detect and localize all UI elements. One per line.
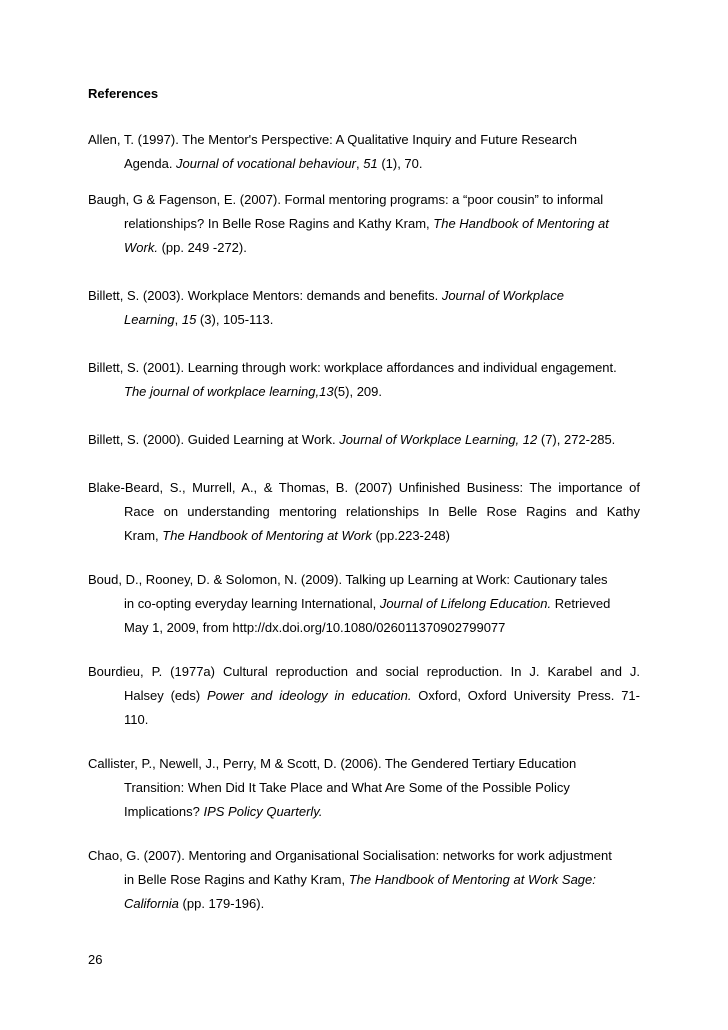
reference-line: [88, 308, 640, 332]
reference-text: ,: [356, 156, 364, 171]
reference-text: Boud, D., Rooney, D. & Solomon, N. (2009). Talking up Learning at Work: Cautionary tales: [88, 572, 608, 587]
reference-text: Agenda.: [124, 156, 177, 171]
reference-line: [88, 428, 640, 452]
reference-italic-text: The Handbook of Mentoring at Work Sage:: [348, 872, 596, 887]
reference-line: [88, 800, 640, 824]
reference-text: Implications?: [124, 804, 204, 819]
reference-italic-text: The journal of workplace learning,13: [124, 384, 334, 399]
reference-text: ,: [174, 312, 182, 327]
reference-line: [88, 752, 640, 776]
reference-italic-text: IPS Policy Quarterly.: [203, 804, 323, 819]
reference-text: (1), 70.: [377, 156, 423, 171]
reference-text: relationships? In Belle Rose Ragins and Kathy Kram,: [124, 216, 434, 231]
reference-italic-text: 15: [181, 312, 197, 327]
reference-text: Billett, S. (2003). Workplace Mentors: demands and benefits.: [88, 288, 442, 303]
reference-italic-text: Work.: [124, 240, 158, 255]
reference-line: [88, 868, 640, 892]
reference-entry: [88, 356, 640, 404]
reference-text: Baugh, G & Fagenson, E. (2007). Formal mentoring programs: a “poor cousin” to informal: [88, 192, 604, 207]
reference-line: [88, 500, 640, 524]
reference-italic-text: The Handbook of Mentoring at: [433, 216, 609, 231]
reference-text: in co-opting everyday learning International,: [124, 596, 380, 611]
reference-line: [88, 684, 640, 708]
reference-italic-text: Learning: [124, 312, 175, 327]
reference-line: [88, 236, 640, 260]
reference-line: [88, 776, 640, 800]
page-heading: References: [88, 86, 159, 101]
reference-italic-text: The Handbook of Mentoring at Work: [162, 528, 372, 543]
reference-italic-text: Power and ideology in education.: [207, 688, 412, 703]
reference-entry: [88, 188, 640, 260]
reference-entry: [88, 476, 640, 548]
reference-text: May 1, 2009, from http://dx.doi.org/10.1080/026011370902799077: [124, 620, 506, 635]
reference-text: Transition: When Did It Take Place and What Are Some of the Possible Policy: [124, 780, 570, 795]
reference-text: (3), 105-113.: [196, 312, 274, 327]
reference-text: Chao, G. (2007). Mentoring and Organisational Socialisation: networks for work adjustment: [88, 848, 612, 863]
reference-line: [88, 356, 640, 380]
reference-text: Blake-Beard, S., Murrell, A., & Thomas, B. (2007) Unfinished Business: The importance of: [88, 480, 640, 495]
reference-line: [88, 568, 640, 592]
reference-entry: [88, 568, 640, 640]
reference-text: (pp. 249 -272).: [157, 240, 247, 255]
reference-text: (7), 272-285.: [537, 432, 616, 447]
reference-text: Kram,: [124, 528, 163, 543]
reference-entry: [88, 428, 640, 452]
reference-text: Billett, S. (2000). Guided Learning at Work.: [88, 432, 340, 447]
reference-text: 110.: [124, 712, 149, 727]
reference-italic-text: California: [124, 896, 179, 911]
reference-italic-text: Journal of Workplace: [441, 288, 564, 303]
reference-line: [88, 844, 640, 868]
reference-line: [88, 380, 640, 404]
reference-text: Race on understanding mentoring relationships In Belle Rose Ragins and Kathy: [124, 504, 640, 519]
reference-line: [88, 212, 640, 236]
reference-italic-text: Journal of vocational behaviour: [176, 156, 356, 171]
reference-italic-text: Journal of Lifelong Education.: [379, 596, 552, 611]
reference-italic-text: Journal of Workplace Learning, 12: [339, 432, 538, 447]
reference-text: Bourdieu, P. (1977a) Cultural reproduction and social reproduction. In J. Karabel and J.: [88, 664, 640, 679]
reference-line: [88, 188, 640, 212]
reference-text: Halsey (eds): [124, 688, 208, 703]
reference-entry: [88, 660, 640, 732]
reference-line: [88, 152, 640, 176]
reference-entry: [88, 844, 640, 916]
reference-entry: [88, 752, 640, 824]
reference-text: (5), 209.: [333, 384, 382, 399]
reference-line: [88, 284, 640, 308]
reference-text: Retrieved: [551, 596, 611, 611]
reference-line: [88, 660, 640, 684]
reference-entry: [88, 128, 640, 176]
reference-line: [88, 892, 640, 916]
page-number: 26: [88, 952, 103, 967]
reference-line: [88, 476, 640, 500]
reference-text: Oxford, Oxford University Press. 71-: [411, 688, 640, 703]
reference-italic-text: 51: [363, 156, 378, 171]
reference-line: [88, 524, 640, 548]
reference-line: [88, 128, 640, 152]
reference-entry: [88, 284, 640, 332]
reference-text: Allen, T. (1997). The Mentor's Perspective: A Qualitative Inquiry and Future Research: [88, 132, 578, 147]
reference-text: (pp.223-248): [371, 528, 450, 543]
reference-line: [88, 616, 640, 640]
reference-text: (pp. 179-196).: [178, 896, 265, 911]
reference-text: Billett, S. (2001). Learning through work: workplace affordances and individual engagement.: [88, 360, 617, 375]
reference-text: Callister, P., Newell, J., Perry, M & Scott, D. (2006). The Gendered Tertiary Education: [88, 756, 577, 771]
reference-line: [88, 708, 640, 732]
reference-line: [88, 592, 640, 616]
reference-text: in Belle Rose Ragins and Kathy Kram,: [124, 872, 349, 887]
